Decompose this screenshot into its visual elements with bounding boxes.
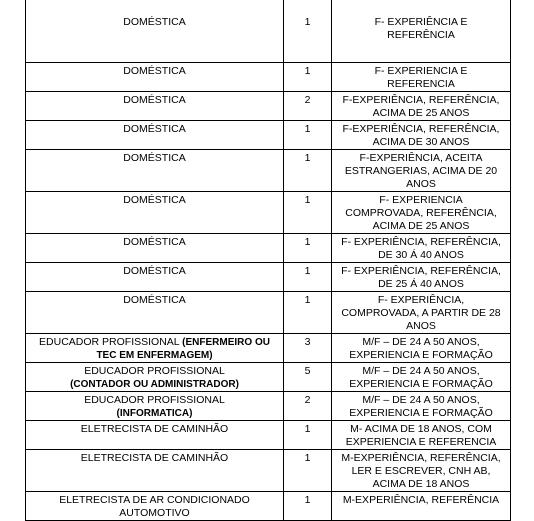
qty-text: 1: [304, 152, 311, 164]
role-text: ELETRECISTA DE AR CONDICIONADO AUTOMOTIVO: [59, 494, 250, 519]
qty-cell: [284, 234, 332, 263]
table-row: [26, 421, 511, 450]
requirements-cell: [332, 263, 511, 292]
table-row: [26, 234, 511, 263]
table-row: [26, 192, 511, 234]
qty-text: 1: [304, 16, 311, 28]
role-qualifier: (INFORMATICA): [116, 408, 193, 419]
qty-text: 2: [304, 94, 311, 106]
role-text: DOMÉSTICA: [123, 94, 186, 106]
requirements-cell: [332, 363, 511, 392]
qty-cell: [284, 121, 332, 150]
table-row: [26, 0, 511, 63]
qty-cell: [284, 292, 332, 334]
requirements-text: M-EXPERIÊNCIA, REFERÊNCIA: [342, 494, 500, 506]
requirements-text: F- EXPERIÊNCIA, REFERÊNCIA, DE 25 Á 40 ANOS: [341, 265, 501, 290]
role-text: DOMÉSTICA: [123, 152, 186, 164]
requirements-text: F- EXPERIENCIA E REFERENCIA: [374, 65, 468, 90]
role-text: ELETRECISTA DE CAMINHÃO: [80, 423, 229, 435]
requirements-cell: [332, 292, 511, 334]
table-row: [26, 450, 511, 492]
qty-text: 1: [304, 65, 311, 77]
role-cell: [26, 150, 284, 192]
requirements-cell: [332, 150, 511, 192]
table-row: [26, 363, 511, 392]
qty-text: 5: [304, 365, 311, 377]
role-text: DOMÉSTICA: [123, 265, 186, 277]
role-cell: [26, 63, 284, 92]
role-cell: [26, 0, 284, 63]
requirements-cell: [332, 121, 511, 150]
requirements-text: F-EXPERIÊNCIA, ACEITA ESTRANGERIAS, ACIMA DE 20 ANOS: [344, 152, 498, 190]
requirements-cell: [332, 234, 511, 263]
qty-cell: [284, 421, 332, 450]
role-cell: [26, 192, 284, 234]
role-text: DOMÉSTICA: [123, 294, 186, 306]
role-cell: [26, 334, 284, 363]
requirements-cell: [332, 492, 511, 521]
requirements-text: F-EXPERIÊNCIA, REFERÊNCIA, ACIMA DE 30 ANOS: [342, 123, 500, 148]
job-vacancies-table: [25, 0, 511, 521]
role-text: DOMÉSTICA: [123, 65, 186, 77]
role-text: DOMÉSTICA: [123, 16, 186, 28]
role-text: EDUCADOR PROFISSIONAL: [39, 336, 183, 348]
qty-cell: [284, 450, 332, 492]
qty-cell: [284, 0, 332, 63]
requirements-cell: [332, 63, 511, 92]
role-text: DOMÉSTICA: [123, 236, 186, 248]
role-cell: [26, 450, 284, 492]
table-row: [26, 334, 511, 363]
qty-text: 1: [304, 123, 311, 135]
requirements-text: M/F – DE 24 A 50 ANOS, EXPERIENCIA E FORMAÇÃO: [349, 394, 493, 419]
requirements-cell: [332, 392, 511, 421]
role-cell: [26, 492, 284, 521]
requirements-text: F- EXPERIÊNCIA E REFERÊNCIA: [374, 16, 468, 41]
qty-cell: [284, 63, 332, 92]
requirements-cell: [332, 192, 511, 234]
table-row: [26, 392, 511, 421]
qty-cell: [284, 92, 332, 121]
role-cell: [26, 363, 284, 392]
requirements-cell: [332, 334, 511, 363]
role-qualifier: (CONTADOR OU ADMINISTRADOR): [70, 379, 239, 390]
requirements-text: F- EXPERIÊNCIA, REFERÊNCIA, DE 30 Á 40 ANOS: [341, 236, 501, 261]
requirements-text: F- EXPERIÊNCIA, COMPROVADA, A PARTIR DE 28 ANOS: [341, 294, 501, 332]
role-cell: [26, 234, 284, 263]
table-row: [26, 263, 511, 292]
qty-text: 1: [304, 494, 311, 506]
requirements-text: M/F – DE 24 A 50 ANOS, EXPERIENCIA E FORMAÇÃO: [349, 365, 493, 390]
qty-text: 1: [304, 294, 311, 306]
role-text: EDUCADOR PROFISSIONAL: [84, 365, 225, 377]
qty-cell: [284, 492, 332, 521]
role-text: DOMÉSTICA: [123, 194, 186, 206]
qty-cell: [284, 363, 332, 392]
qty-text: 3: [304, 336, 311, 348]
table-row: [26, 492, 511, 521]
role-text: EDUCADOR PROFISSIONAL: [84, 394, 225, 406]
requirements-cell: [332, 0, 511, 63]
role-cell: [26, 92, 284, 121]
role-cell: [26, 292, 284, 334]
qty-cell: [284, 392, 332, 421]
qty-cell: [284, 192, 332, 234]
qty-cell: [284, 263, 332, 292]
qty-cell: [284, 334, 332, 363]
requirements-cell: [332, 92, 511, 121]
role-cell: [26, 263, 284, 292]
table-row: [26, 121, 511, 150]
requirements-cell: [332, 450, 511, 492]
role-cell: [26, 421, 284, 450]
qty-text: 1: [304, 236, 311, 248]
requirements-text: M/F – DE 24 A 50 ANOS, EXPERIENCIA E FORMAÇÃO: [349, 336, 493, 361]
role-text: DOMÉSTICA: [123, 123, 186, 135]
qty-text: 1: [304, 265, 311, 277]
table-row: [26, 292, 511, 334]
requirements-text: F-EXPERIÊNCIA, REFERÊNCIA, ACIMA DE 25 ANOS: [342, 94, 500, 119]
requirements-cell: [332, 421, 511, 450]
role-cell: [26, 121, 284, 150]
table-row: [26, 150, 511, 192]
qty-text: 1: [304, 423, 311, 435]
role-text: ELETRECISTA DE CAMINHÃO: [80, 452, 229, 464]
qty-text: 1: [304, 452, 311, 464]
table-row: [26, 92, 511, 121]
role-cell: [26, 392, 284, 421]
requirements-text: F- EXPERIENCIA COMPROVADA, REFERÊNCIA, ACIMA DE 25 ANOS: [345, 194, 497, 232]
qty-text: 1: [304, 194, 311, 206]
table-row: [26, 63, 511, 92]
role-qualifier: (ENFERMEIRO OU TEC EM ENFERMAGEM): [96, 337, 270, 361]
requirements-text: M- ACIMA DE 18 ANOS, COM EXPERIENCIA E REFERENCIA: [345, 423, 497, 448]
requirements-text: M-EXPERIÊNCIA, REFERÊNCIA, LER E ESCREVER, CNH AB, ACIMA DE 18 ANOS: [341, 452, 501, 490]
qty-text: 2: [304, 394, 311, 406]
qty-cell: [284, 150, 332, 192]
